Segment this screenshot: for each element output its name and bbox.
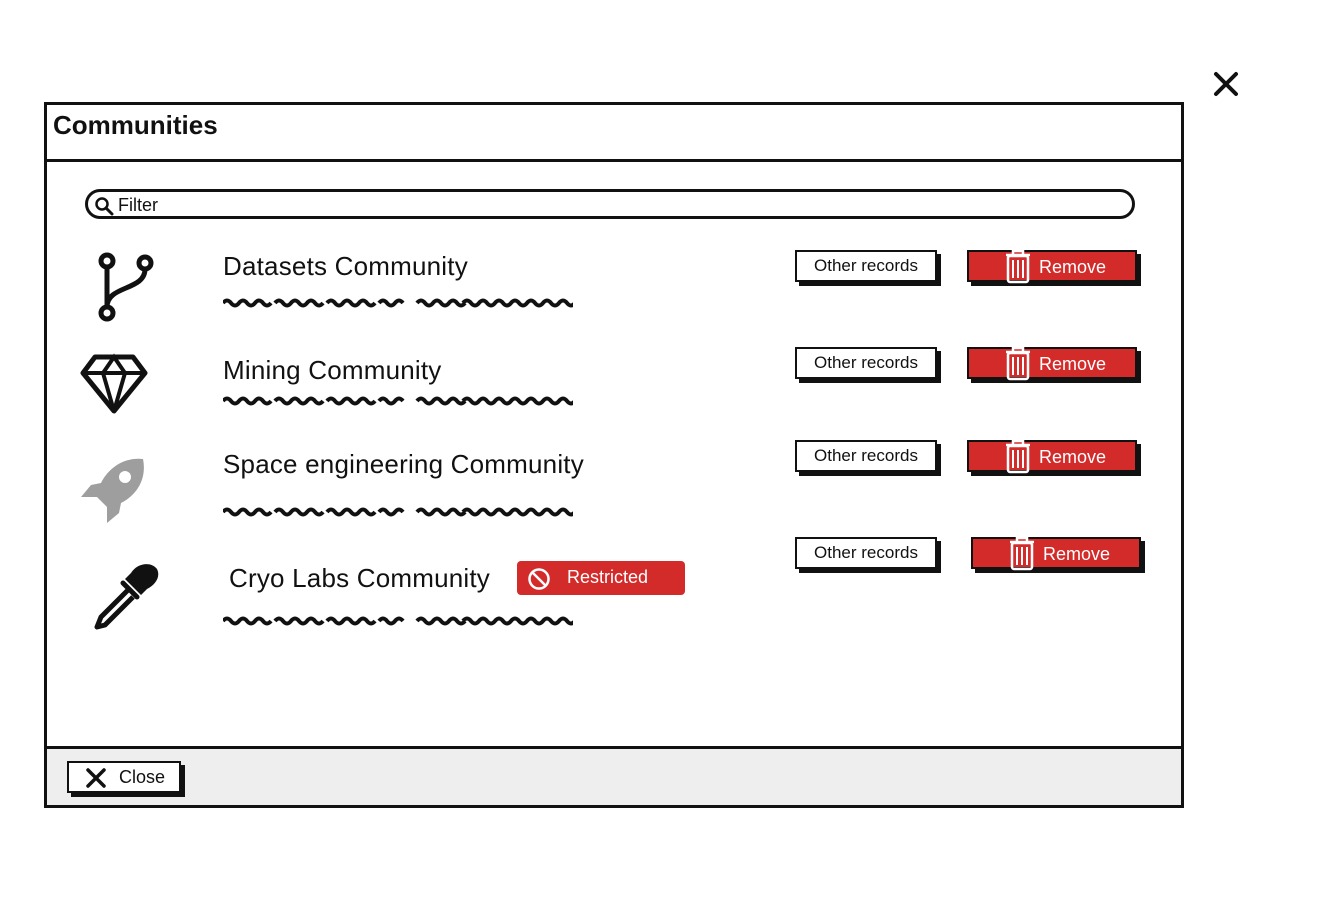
git-branch-icon — [93, 251, 157, 323]
remove-button[interactable] — [967, 440, 1137, 472]
remove-label: Remove — [1039, 354, 1107, 374]
close-button[interactable] — [67, 761, 181, 793]
description-placeholder — [223, 395, 573, 409]
other-records-button[interactable]: Other records — [795, 440, 937, 472]
rocket-icon — [79, 455, 151, 525]
trash-icon — [1003, 345, 1033, 381]
ban-icon — [527, 567, 551, 591]
filter-input[interactable] — [85, 189, 1135, 219]
dialog-footer — [47, 746, 1181, 805]
restricted-badge — [517, 561, 685, 595]
restricted-label: Restricted — [567, 567, 649, 587]
community-name: Cryo Labs Community — [229, 563, 490, 593]
close-icon — [85, 767, 107, 789]
eyedropper-icon — [91, 559, 161, 631]
description-placeholder — [223, 506, 573, 520]
other-records-button[interactable]: Other records — [795, 250, 937, 282]
other-records-button[interactable]: Other records — [795, 537, 937, 569]
description-placeholder — [223, 615, 573, 629]
remove-label: Remove — [1043, 544, 1111, 564]
diamond-icon — [79, 353, 149, 415]
close-icon[interactable] — [1212, 70, 1240, 98]
remove-label: Remove — [1039, 447, 1107, 467]
description-placeholder — [223, 297, 573, 311]
search-icon — [94, 196, 114, 216]
filter-placeholder: Filter — [118, 195, 158, 215]
communities-dialog — [44, 102, 1184, 808]
dialog-title: Communities — [53, 110, 218, 140]
remove-button[interactable] — [971, 537, 1141, 569]
community-name: Datasets Community — [223, 251, 468, 281]
trash-icon — [1007, 535, 1037, 571]
trash-icon — [1003, 248, 1033, 284]
remove-button[interactable] — [967, 347, 1137, 379]
community-name: Space engineering Community — [223, 449, 584, 479]
community-name: Mining Community — [223, 355, 442, 385]
close-label: Close — [119, 767, 166, 787]
remove-label: Remove — [1039, 257, 1107, 277]
dialog-header — [47, 105, 1181, 162]
trash-icon — [1003, 438, 1033, 474]
remove-button[interactable] — [967, 250, 1137, 282]
other-records-button[interactable]: Other records — [795, 347, 937, 379]
